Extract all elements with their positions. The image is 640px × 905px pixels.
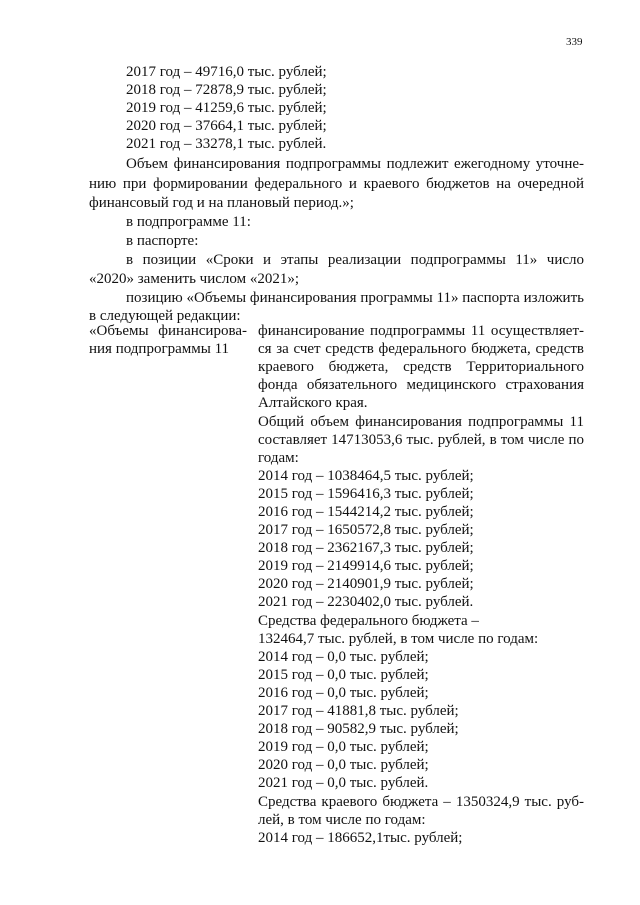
table-year-line: 2019 год – 0,0 тыс. рублей; [258, 739, 429, 755]
table-year-line: 2014 год – 1038464,5 тыс. рублей; [258, 468, 474, 484]
paragraph-line: Объем финансирования подпрограммы подлежит ежегодному уточне- [126, 156, 584, 172]
table-year-line: 2017 год – 41881,8 тыс. рублей; [258, 703, 459, 719]
table-right-line: составляет 14713053,6 тыс. рублей, в том числе по [258, 432, 584, 448]
table-left-line: ния подпрограммы 11 [89, 341, 230, 357]
table-left-cell [89, 322, 247, 358]
paragraph-line: в следующей редакции: [89, 308, 241, 324]
table-year-line: 2014 год – 186652,1тыс. рублей; [258, 830, 463, 846]
table-year-line: 2019 год – 2149914,6 тыс. рублей; [258, 558, 474, 574]
table-right-line: краевого бюджета, средств Территориального [258, 359, 584, 375]
paragraph-line: «2020» заменить числом «2021»; [89, 271, 300, 287]
passport-heading: в паспорте: [126, 233, 199, 249]
table-right-line: 132464,7 тыс. рублей, в том числе по годам: [258, 631, 539, 647]
top-year-line: 2021 год – 33278,1 тыс. рублей. [126, 136, 327, 152]
table-right-line: лей, в том числе по годам: [258, 812, 426, 828]
table-year-line: 2015 год – 0,0 тыс. рублей; [258, 667, 429, 683]
table-year-line: 2016 год – 0,0 тыс. рублей; [258, 685, 429, 701]
table-right-line: финансирование подпрограммы 11 осуществляет- [258, 323, 584, 339]
paragraph-line: финансовый год и на плановый период.»; [89, 195, 354, 211]
table-left-line: «Объемы финансирова- [89, 323, 247, 339]
table-right-line: Средства федерального бюджета – [258, 613, 479, 629]
top-year-line: 2019 год – 41259,6 тыс. рублей; [126, 100, 327, 116]
top-year-line: 2020 год – 37664,1 тыс. рублей; [126, 118, 327, 134]
table-year-line: 2021 год – 2230402,0 тыс. рублей. [258, 594, 474, 610]
table-right-line: Общий объем финансирования подпрограммы 11 [258, 414, 584, 430]
table-year-line: 2016 год – 1544214,2 тыс. рублей; [258, 504, 474, 520]
table-year-line: 2015 год – 1596416,3 тыс. рублей; [258, 486, 474, 502]
table-year-line: 2021 год – 0,0 тыс. рублей. [258, 775, 429, 791]
top-year-line: 2018 год – 72878,9 тыс. рублей; [126, 82, 327, 98]
table-right-line: годам: [258, 450, 299, 466]
table-right-line: Средства краевого бюджета – 1350324,9 тыс. руб- [258, 794, 584, 810]
table-right-line: фонда обязательного медицинского страхования [258, 377, 584, 393]
subprogram-11-heading: в подпрограмме 11: [126, 214, 251, 230]
paragraph-line: позицию «Объемы финансирования программы 11» паспорта изложить [126, 290, 584, 306]
table-year-line: 2017 год – 1650572,8 тыс. рублей; [258, 522, 474, 538]
top-year-line: 2017 год – 49716,0 тыс. рублей; [126, 64, 327, 80]
page-number: 339 [566, 36, 583, 48]
table-year-line: 2020 год – 0,0 тыс. рублей; [258, 757, 429, 773]
table-year-line: 2020 год – 2140901,9 тыс. рублей; [258, 576, 474, 592]
table-year-line: 2018 год – 90582,9 тыс. рублей; [258, 721, 459, 737]
table-year-line: 2014 год – 0,0 тыс. рублей; [258, 649, 429, 665]
paragraph-line: нию при формировании федерального и краевого бюджетов на очередной [89, 176, 584, 192]
table-right-line: Алтайского края. [258, 395, 368, 411]
paragraph-line: в позиции «Сроки и этапы реализации подпрограммы 11» число [126, 252, 584, 268]
table-right-line: ся за счет средств федерального бюджета, средств [258, 341, 584, 357]
table-year-line: 2018 год – 2362167,3 тыс. рублей; [258, 540, 474, 556]
